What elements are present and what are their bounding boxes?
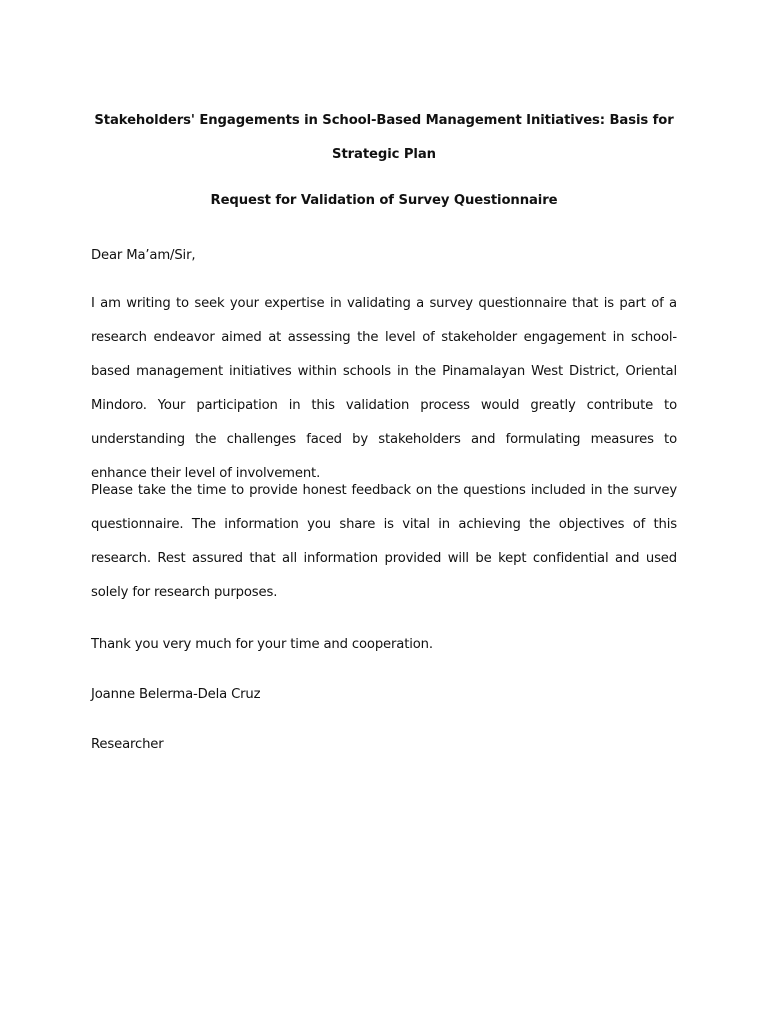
body-paragraph: Please take the time to provide honest feedback on the questions included in the survey questionnaire. The information you share is vital in achieving the objectives of this research. Rest assured that all information provided will be kept confidential and used solely for research purposes. — [91, 483, 677, 600]
salutation: Dear Ma’am/Sir, — [91, 248, 196, 263]
closing-line: Thank you very much for your time and cooperation. — [91, 637, 433, 652]
document-title: Stakeholders' Engagements in School-Based Management Initiatives: Basis for Strategic Plan — [94, 113, 674, 162]
signer-name: Joanne Belerma-Dela Cruz — [91, 687, 261, 702]
document-subtitle: Request for Validation of Survey Questionnaire — [210, 193, 558, 208]
body-paragraph: I am writing to seek your expertise in validating a survey questionnaire that is part of a research endeavor aimed at assessing the level of stakeholder engagement in school-based management initiatives within schools in the Pinamalayan West District, Oriental Mindoro. Your participation in this validation process would greatly contribute to understanding the challenges faced by stakeholders and formulating measures to enhance their level of involvement. — [91, 296, 677, 481]
signer-role: Researcher — [91, 737, 164, 752]
